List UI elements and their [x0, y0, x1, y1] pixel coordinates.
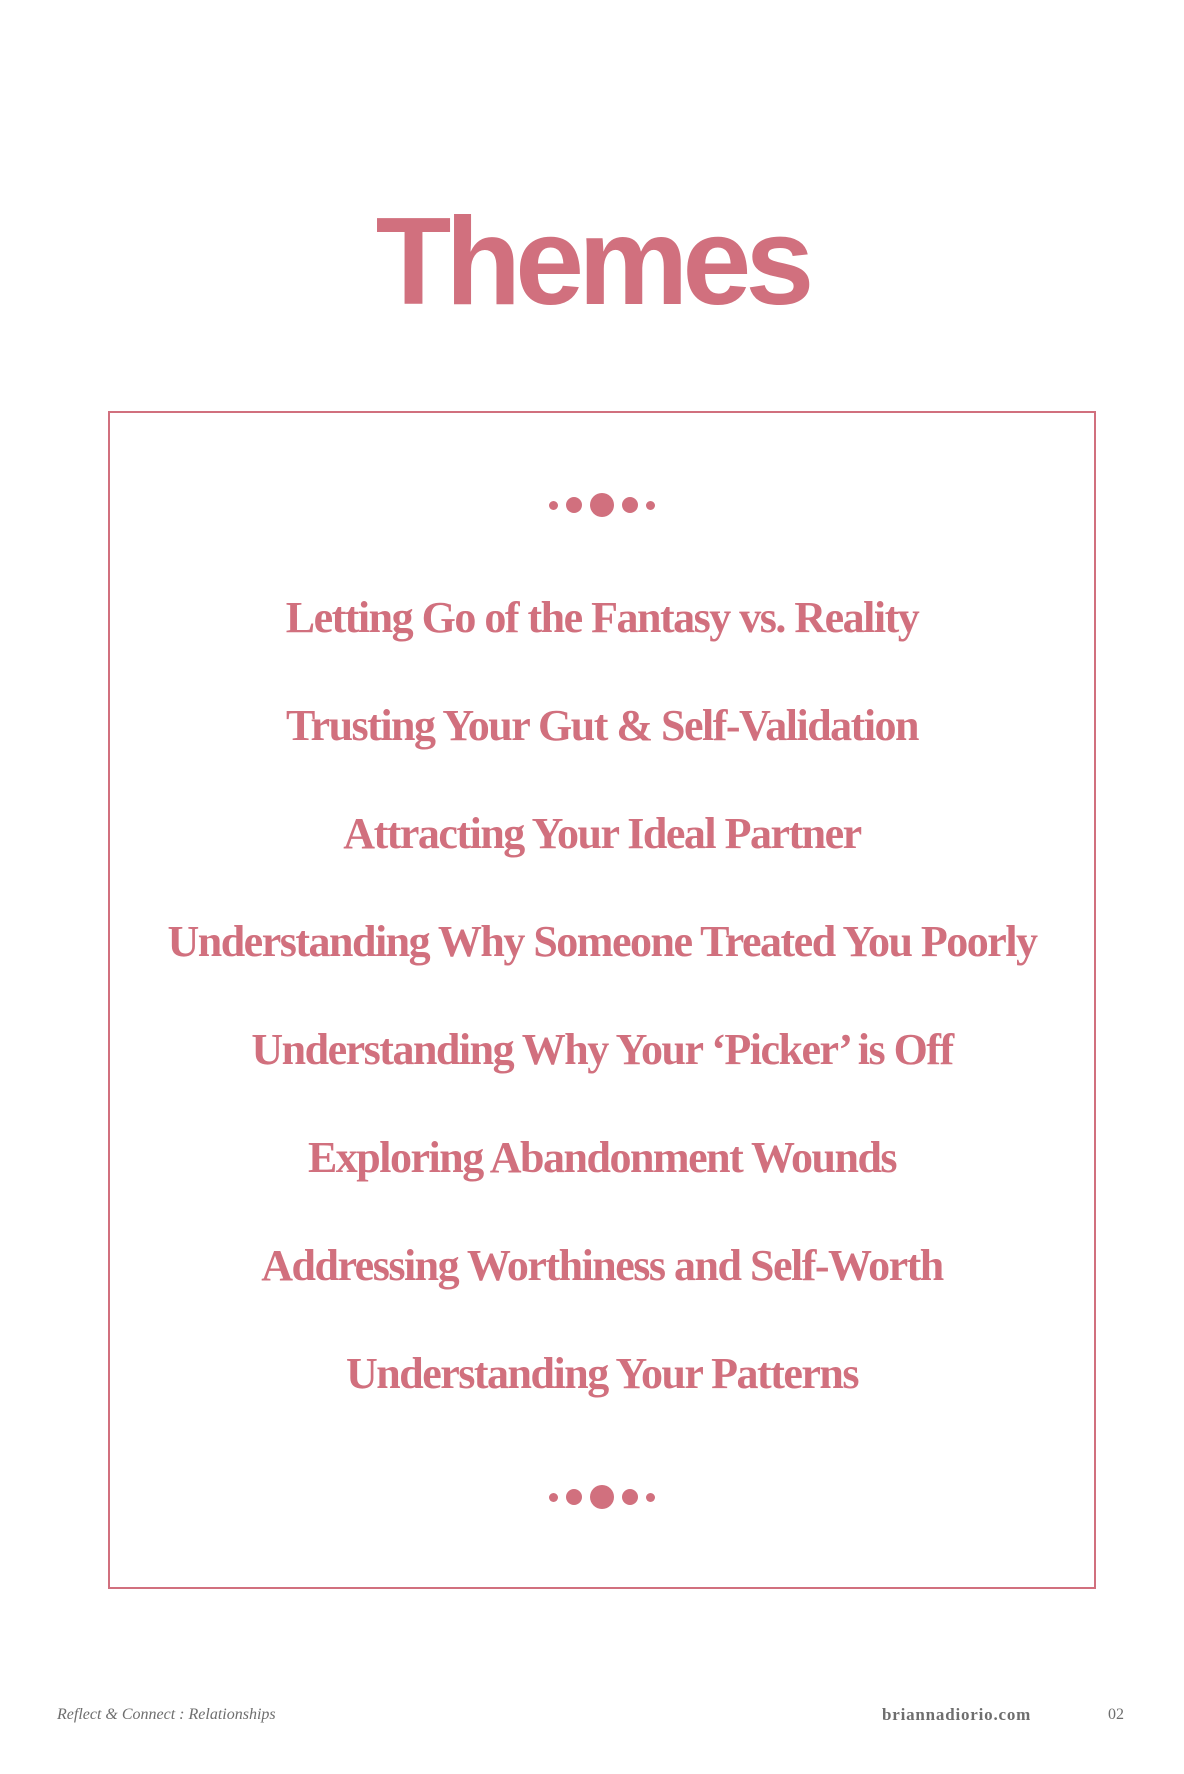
dot-ornament-icon [549, 1485, 655, 1509]
theme-item: Attracting Your Ideal Partner [343, 809, 861, 858]
theme-item: Understanding Your Patterns [346, 1349, 858, 1398]
page-number: 02 [1108, 1706, 1124, 1723]
theme-item: Understanding Why Your ‘Picker’ is Off [251, 1025, 953, 1074]
theme-item: Exploring Abandonment Wounds [307, 1133, 897, 1182]
themes-frame [108, 411, 1096, 1589]
theme-item: Addressing Worthiness and Self-Worth [261, 1241, 943, 1290]
footer-publication: Reflect & Connect : Relationships [57, 1706, 276, 1723]
theme-item: Trusting Your Gut & Self-Validation [285, 701, 919, 750]
page-title: Themes [375, 193, 809, 331]
theme-item: Understanding Why Someone Treated You Poorly [167, 917, 1037, 966]
footer-website-link[interactable]: briannadiorio.com [882, 1705, 1032, 1724]
dot-ornament-icon [549, 493, 655, 517]
themes-list [110, 578, 1094, 1442]
theme-item: Letting Go of the Fantasy vs. Reality [285, 593, 919, 642]
